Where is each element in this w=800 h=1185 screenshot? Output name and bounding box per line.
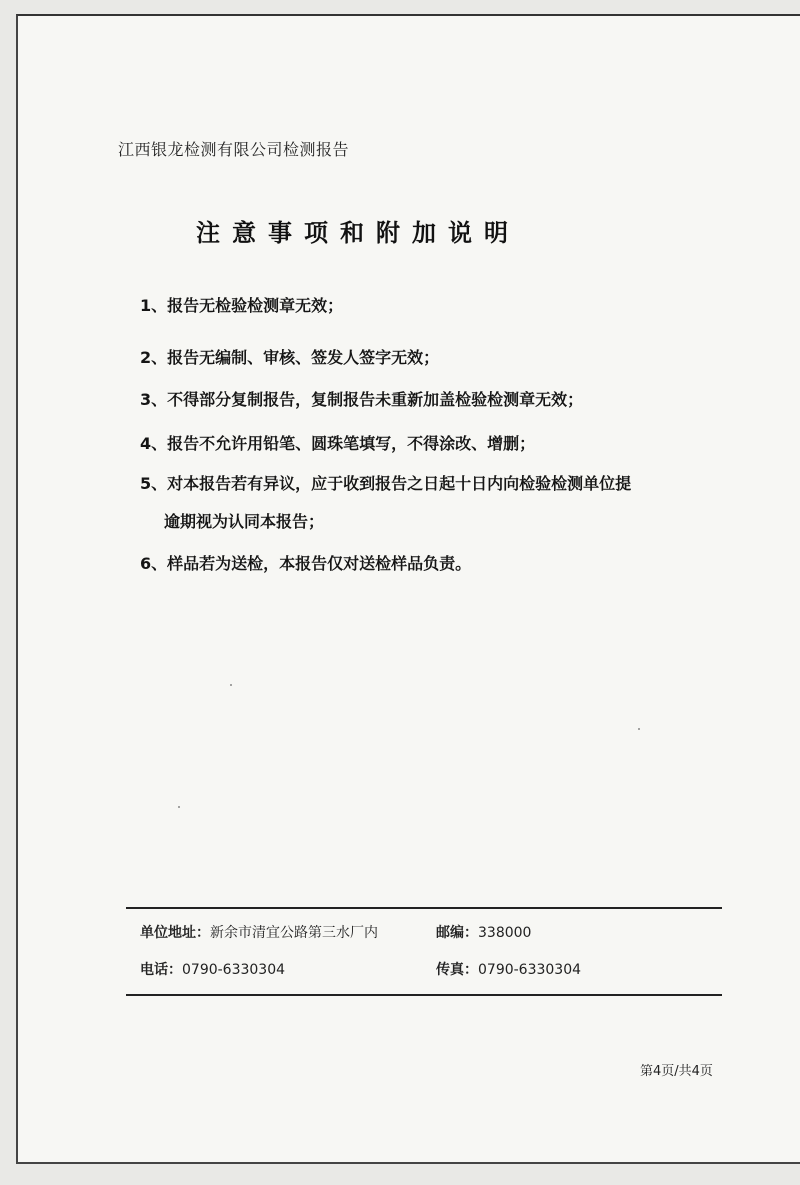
- contact-footer: [126, 907, 722, 996]
- note-item: 2、报告无编制、审核、签发人签字无效；: [140, 348, 440, 367]
- page-number: 第4页/共4页: [640, 1064, 713, 1079]
- note-continuation: 逾期视为认同本报告；: [164, 512, 325, 531]
- note-item: 6、样品若为送检，本报告仅对送检样品负责。: [140, 554, 472, 573]
- scan-speck: [178, 806, 180, 808]
- postcode-label: 邮编：: [436, 925, 478, 941]
- footer-row-address: [140, 922, 532, 942]
- phone-label: 电话：: [140, 962, 182, 978]
- note-item: 4、报告不允许用铅笔、圆珠笔填写，不得涂改、增删；: [140, 434, 536, 453]
- report-page: [16, 14, 800, 1164]
- address-value: 新余市清宜公路第三水厂内: [210, 925, 378, 941]
- note-item: 1、报告无检验检测章无效；: [140, 296, 344, 315]
- note-text: 5、对本报告若有异议，应于收到报告之日起十日内向检验检测单位提: [140, 474, 632, 493]
- fax-label: 传真：: [436, 962, 478, 978]
- note-item: 3、不得部分复制报告，复制报告未重新加盖检验检测章无效；: [140, 390, 584, 409]
- fax-value: 0790-6330304: [478, 962, 582, 978]
- note-item: [140, 474, 720, 532]
- scan-speck: [230, 684, 232, 686]
- scan-speck: [638, 728, 640, 730]
- phone-value: 0790-6330304: [182, 962, 286, 978]
- page-title: 注意事项和附加说明: [196, 219, 520, 247]
- report-header: 江西银龙检测有限公司检测报告: [118, 140, 350, 159]
- footer-row-phone: [140, 959, 582, 979]
- address-label: 单位地址：: [140, 925, 210, 941]
- postcode-value: 338000: [478, 925, 532, 941]
